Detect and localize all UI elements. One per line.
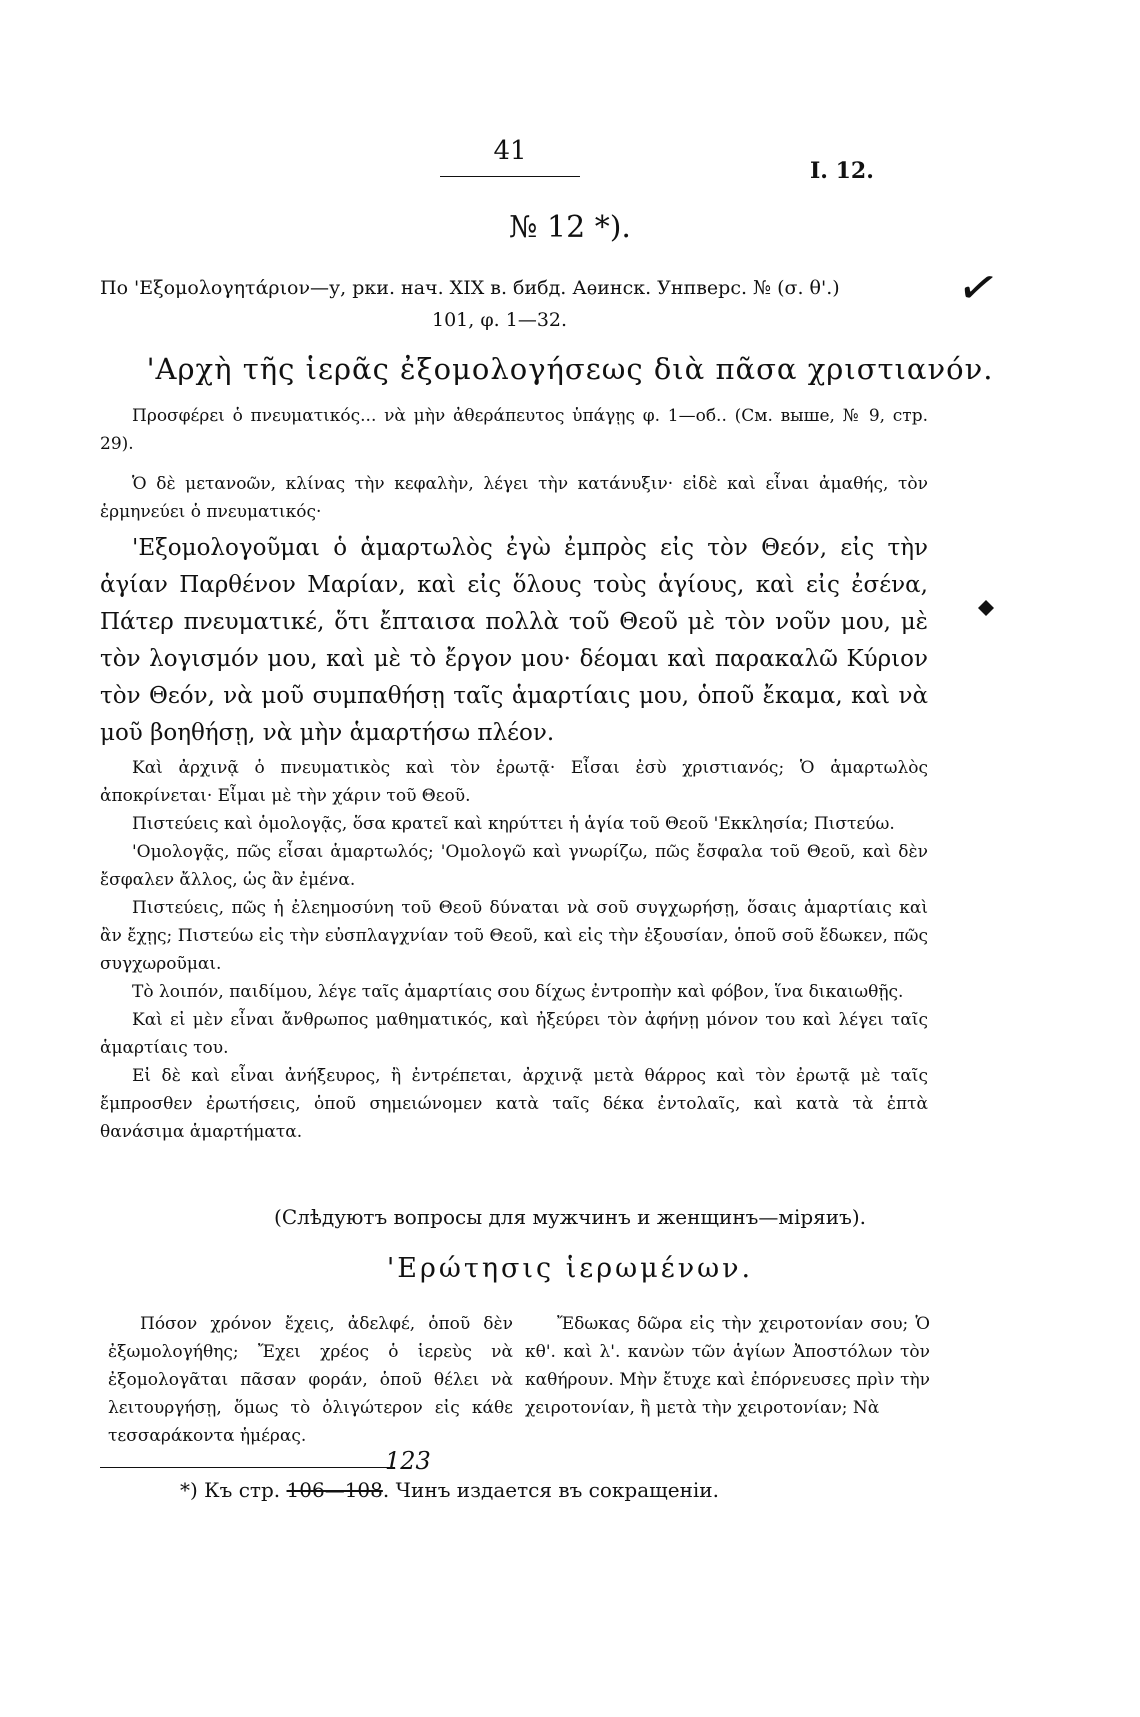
checkmark-icon: ✓ (952, 256, 1004, 320)
dialogue-paragraph: Καὶ εἰ μὲν εἶναι ἄνθρωπος μαθηματικός, καὶ ἠξεύρει τὸν ἀφήνῃ μόνον του καὶ λέγει ταῖς ἁμαρτίαις του. (100, 1010, 928, 1058)
subsection-title: 'Ερώτησις ἱερωμένων. (386, 1253, 754, 1284)
dialogue-paragraph: Πιστεύεις, πῶς ἡ ἐλεημοσύνη τοῦ Θεοῦ δύναται νὰ σοῦ συγχωρήσῃ, ὅσαις ἁμαρτίαις καὶ ἂν ἔχῃς; Πιστεύω εἰς τὴν εὐσπλαγχνίαν τοῦ Θεοῦ, καὶ εἰς τὴν ἐξουσίαν, ὁποῦ σοῦ ἔδωκεν, πῶς συγχωροῦμαι. (100, 898, 928, 974)
footnote (180, 1478, 719, 1502)
page-number-rule (440, 176, 580, 177)
left-column-text: Πόσον χρόνον ἔχεις, ἀδελφέ, ὁποῦ δὲν ἐξωμολογήθης; Ἔχει χρέος ὁ ἱερεὺς νὰ ἐξομολογᾶται πᾶσαν φοράν, ὁποῦ θέλει νὰ λειτουργήσῃ, ὅμως τὸ ὀλιγώτερον εἰς κάθε τεσσαράκοντα ἡμέρας. (108, 1314, 513, 1446)
dialogue-paragraph: Τὸ λοιπόν, παιδίμου, λέγε ταῖς ἁμαρτίαις σου δίχως ἐντροπὴν καὶ φόβον, ἵνα δικαιωθῇς. (132, 982, 904, 1002)
footnote-struck-pages: 106—108 (286, 1478, 383, 1502)
rubric-paragraph: Ὁ δὲ μετανοῶν, κλίνας τὴν κεφαλὴν, λέγει τὴν κατάνυξιν· εἰδὲ καὶ εἶναι ἀμαθής, τὸν ἑρμηνεύει ὁ πνευματικός· (100, 474, 928, 522)
dialogue-section (100, 754, 928, 1146)
left-column (108, 1310, 513, 1450)
intro-text (100, 402, 928, 458)
confession-paragraph: 'Εξομολογοῦμαι ὁ ἁμαρτωλὸς ἐγὼ ἐμπρὸς εἰς τὸν Θεόν, εἰς τὴν ἁγίαν Παρθένον Μαρίαν, καὶ εἰς ὅλους τοὺς ἁγίους, καὶ εἰς ἐσένα, Πάτερ πνευματικέ, ὅτι ἔπταισα πολλὰ τοῦ Θεοῦ μὲ τὸν νοῦν μου, μὲ τὸν λογισμόν μου, καὶ μὲ τὸ ἔργον μου· δέομαι καὶ παρακαλῶ Κύριον τὸν Θεόν, νὰ μοῦ συμπαθήσῃ ταῖς ἁμαρτίαις μου, ὁποῦ ἔκαμα, καὶ νὰ μοῦ βοηθήσῃ, νὰ μὴν ἁμαρτήσω πλέον. (100, 535, 928, 746)
dialogue-paragraph: Καὶ ἀρχινᾷ ὁ πνευματικὸς καὶ τὸν ἐρωτᾷ· Εἶσαι ἐσὺ χριστιανός; Ὁ ἁμαρτωλὸς ἀποκρίνεται· Εἶμαι μὲ τὴν χάριν τοῦ Θεοῦ. (100, 758, 928, 806)
dialogue-paragraph: Εἰ δὲ καὶ εἶναι ἀνήξευρος, ἢ ἐντρέπεται, ἀρχινᾷ μετὰ θάρρος καὶ τὸν ἐρωτᾷ μὲ ταῖς ἔμπροσθεν ἐρωτήσεις, ὁποῦ σημειώνομεν κατὰ ταῖς δέκα ἐντολαῖς, καὶ κατὰ τὰ ἑπτὰ θανάσιμα ἁμαρτήματα. (100, 1066, 928, 1142)
document-number: № 12 *). (509, 210, 631, 245)
right-column (525, 1310, 930, 1422)
footnote-suffix: . Чинъ издается въ сокращеніи. (382, 1478, 719, 1502)
ink-blot-mark (978, 600, 994, 616)
source-note-line2: 101, φ. 1—32. (432, 309, 568, 331)
reference-mark: I. 12. (810, 158, 874, 184)
right-column-text: Ἔδωκας δῶρα εἰς τὴν χειροτονίαν σου; Ὁ κθ'. καὶ λ'. κανὼν τῶν ἁγίων Ἀποστόλων τὸν καθήρουν. Μὴν ἔτυχε καὶ ἐπόρνευσες πρὶν τὴν χειροτονίαν, ἢ μετὰ τὴν χειροτονίαν; Νὰ (525, 1314, 930, 1418)
page-number: 41 (493, 136, 527, 166)
handwritten-page-note: 123 (385, 1447, 431, 1475)
source-note (100, 272, 930, 336)
intro-paragraph: Προσφέρει ὁ πνευματικός... νὰ μὴν ἀθεράπευτος ὑπάγῃς φ. 1—об.. (См. выше, № 9, стр. 29). (100, 406, 928, 454)
rubric-text (100, 470, 928, 526)
footnote-rule (100, 1467, 395, 1468)
footnote-prefix: *) Къ стр. (180, 1478, 287, 1502)
rubric-russian: (Слѣдуютъ вопросы для мужчинъ и женщинъ—міряиъ). (274, 1205, 866, 1229)
dialogue-paragraph: 'Ομολογᾷς, πῶς εἶσαι ἁμαρτωλός; 'Ομολογῶ καὶ γνωρίζω, πῶς ἔσφαλα τοῦ Θεοῦ, καὶ δὲν ἔσφαλεν ἄλλος, ὡς ἂν ἐμένα. (100, 842, 928, 890)
dialogue-paragraph: Πιστεύεις καὶ ὁμολογᾷς, ὅσα κρατεῖ καὶ κηρύττει ἡ ἁγία τοῦ Θεοῦ 'Εκκλησία; Πιστεύω. (132, 814, 895, 834)
confession-text (100, 530, 928, 752)
section-title: 'Αρχὴ τῆς ἱερᾶς ἐξομολογήσεως διὰ πᾶσα χριστιανόν. (146, 352, 994, 386)
source-note-line1: По 'Εξομολογητάριον—у, рки. нач. XIX в. бибд. Аѳинск. Унпверс. № (σ. θ'.) (100, 277, 840, 299)
